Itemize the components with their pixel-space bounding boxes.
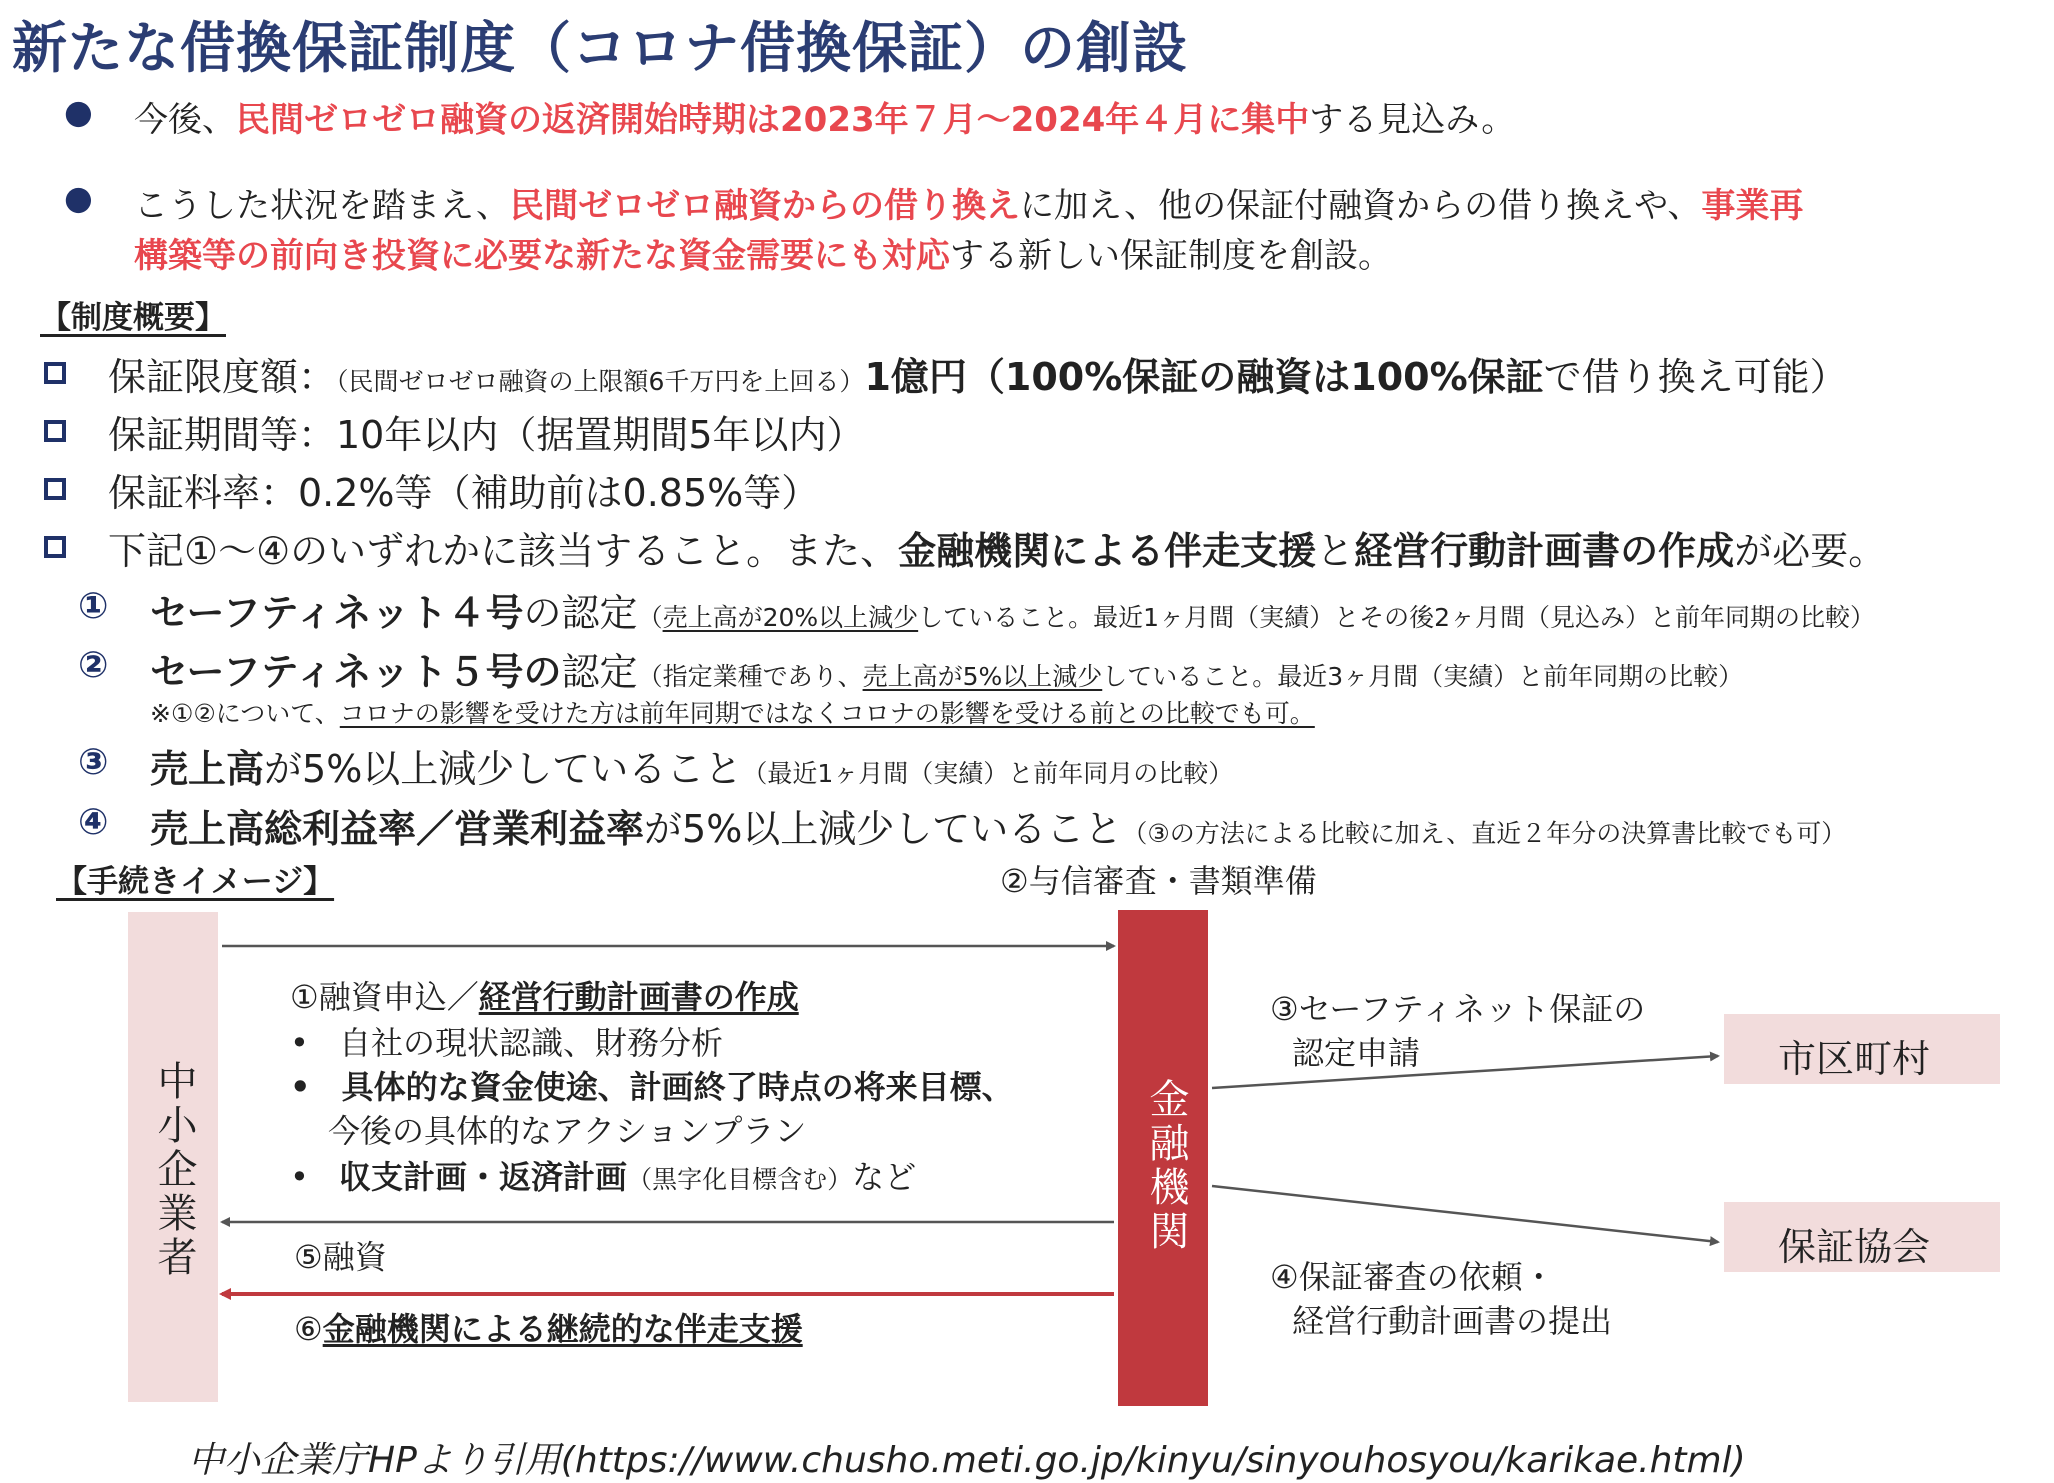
sub-1-note-pre: （	[637, 603, 663, 632]
sub-1-bold: セーフティネット４号	[150, 591, 524, 635]
step-5-label: ⑤融資	[294, 1238, 387, 1276]
step-6-label	[294, 1304, 803, 1350]
bank-label: 金融機関	[1143, 1078, 1189, 1254]
step-6-bold: 金融機関による継続的な伴走支援	[322, 1310, 803, 1348]
sme-label: 中小企業者	[151, 1060, 197, 1280]
remark-underline: コロナの影響を受けた方は前年同期ではなくコロナの影響を受ける前との比較でも可。	[339, 699, 1315, 728]
step-1-item	[290, 1152, 916, 1198]
limit-label: 保証限度額：	[108, 355, 337, 399]
sub-1-main: の認定	[523, 591, 638, 635]
bullet-2-highlight-3: 構築等の前向き投資に必要な新たな資金需要にも対応	[134, 236, 950, 276]
overview-item-period: 保証期間等：10年以内（据置期間5年以内）	[108, 413, 865, 457]
bullet-2-mid: に加え、他の保証付融資からの借り換えや、	[1020, 186, 1702, 226]
remark-pre: ※①②について、	[150, 699, 340, 728]
sub-2-note-pre: （指定業種であり、	[637, 662, 863, 691]
sub-item-number: ④	[78, 802, 109, 843]
conditions-bold-1: 金融機関による伴走支援	[898, 529, 1317, 573]
sub-item-number: ②	[78, 645, 109, 686]
sub-2-bold: セーフティネット５号の	[150, 650, 562, 694]
step-1-item	[290, 1018, 723, 1064]
sub-item-number: ①	[78, 586, 109, 627]
step-1-item-text: 具体的な資金使途、計画終了時点の将来目標、	[341, 1068, 1014, 1106]
sub-2-note-post: していること。最近3ヶ月間（実績）と前年同期の比較）	[1102, 662, 1744, 691]
procedure-header: 【手続きイメージ】	[56, 864, 335, 900]
step-1-item	[290, 1062, 1014, 1108]
arrow-guarantee	[1212, 1186, 1718, 1242]
guarantee-label: 保証協会	[1778, 1225, 1931, 1269]
sub-3-note: （最近1ヶ月間（実績）と前年同月の比較）	[742, 759, 1234, 788]
step-1-last-tail: など	[852, 1158, 917, 1196]
arrow-city	[1212, 1056, 1718, 1088]
bullet-2-highlight-2: 事業再	[1701, 186, 1804, 226]
sub-2-main: 認定	[561, 650, 638, 694]
bullet-2-text: こうした状況を踏まえ、	[134, 186, 511, 226]
sub-1-note-underline: 売上高が20%以上減少	[662, 603, 919, 632]
step-1-bullet: •	[290, 1068, 311, 1106]
step-4-line2: 経営行動計画書の提出	[1292, 1302, 1613, 1340]
sub-2-note-underline: 売上高が5%以上減少	[862, 662, 1103, 691]
bullet-2-tail: する新しい保証制度を創設。	[950, 236, 1392, 276]
limit-amount: 1億円（100%保証の融資は100%保証	[864, 355, 1544, 399]
sub-item-number: ③	[78, 742, 109, 783]
step-1-bullet: •	[290, 1024, 309, 1062]
bullet-1-text: 今後、	[134, 100, 236, 140]
step-1-bold: 経営行動計画書の作成	[478, 978, 799, 1016]
overview-item-fee: 保証料率：0.2%等（補助前は0.85%等）	[108, 471, 820, 515]
sub-4-bold: 売上高総利益率／営業利益率	[150, 807, 645, 851]
step-4-line1: ④保証審査の依頼・	[1270, 1258, 1555, 1296]
sub-4-main: が5%以上減少していること	[644, 807, 1123, 851]
bullet-mark: ●	[64, 92, 93, 131]
step-3-line1: ③セーフティネット保証の	[1270, 990, 1646, 1028]
source-caption: 中小企業庁HPより引用(https://www.chusho.meti.go.jp/kinyu/sinyouhosyou/karikae.html)	[188, 1440, 1746, 1481]
bullet-2-highlight-1: 民間ゼロゼロ融資からの借り換え	[510, 186, 1021, 226]
sub-1-note-post: していること。最近1ヶ月間（実績）とその後2ヶ月間（見込み）と前年同期の比較）	[918, 603, 1875, 632]
city-label: 市区町村	[1778, 1037, 1931, 1081]
bullet-1-highlight: 民間ゼロゼロ融資の返済開始時期は2023年７月～2024年４月に集中	[236, 100, 1310, 140]
bullet-mark: ●	[64, 178, 93, 217]
step-1-last-note: （黒字化目標含む）	[627, 1165, 853, 1194]
limit-note: （民間ゼロゼロ融資の上限額6千万円を上回る）	[336, 367, 865, 396]
step-1-last-bold: 収支計画・返済計画	[339, 1158, 628, 1196]
limit-tail: で借り換え可能）	[1543, 355, 1848, 399]
page-title: 新たな借換保証制度（コロナ借換保証）の創設	[12, 16, 1189, 80]
step-2-label: ②与信審査・書類準備	[1000, 862, 1317, 900]
step-1-item-text: 自社の現状認識、財務分析	[339, 1024, 724, 1062]
conditions-bold-2: 経営行動計画書の作成	[1354, 529, 1735, 573]
sub-3-bold: 売上高	[150, 747, 265, 791]
step-1-pre: ①融資申込／	[290, 978, 479, 1016]
bullet-1-tail: する見込み。	[1309, 100, 1516, 140]
step-1-title	[290, 972, 799, 1018]
conditions-and: と	[1316, 529, 1355, 573]
step-1-bullet: •	[290, 1158, 309, 1196]
conditions-text: 下記①～④のいずれかに該当すること。また、	[108, 529, 899, 573]
conditions-tail: が必要。	[1734, 529, 1887, 573]
overview-header: 【制度概要】	[40, 300, 226, 336]
step-1-item-cont: 今後の具体的なアクションプラン	[328, 1112, 807, 1150]
step-3-line2: 認定申請	[1292, 1034, 1421, 1072]
step-6-pre: ⑥	[294, 1310, 323, 1348]
sub-3-main: が5%以上減少していること	[264, 747, 743, 791]
sub-4-note: （③の方法による比較に加え、直近２年分の決算書比較でも可）	[1122, 819, 1847, 848]
